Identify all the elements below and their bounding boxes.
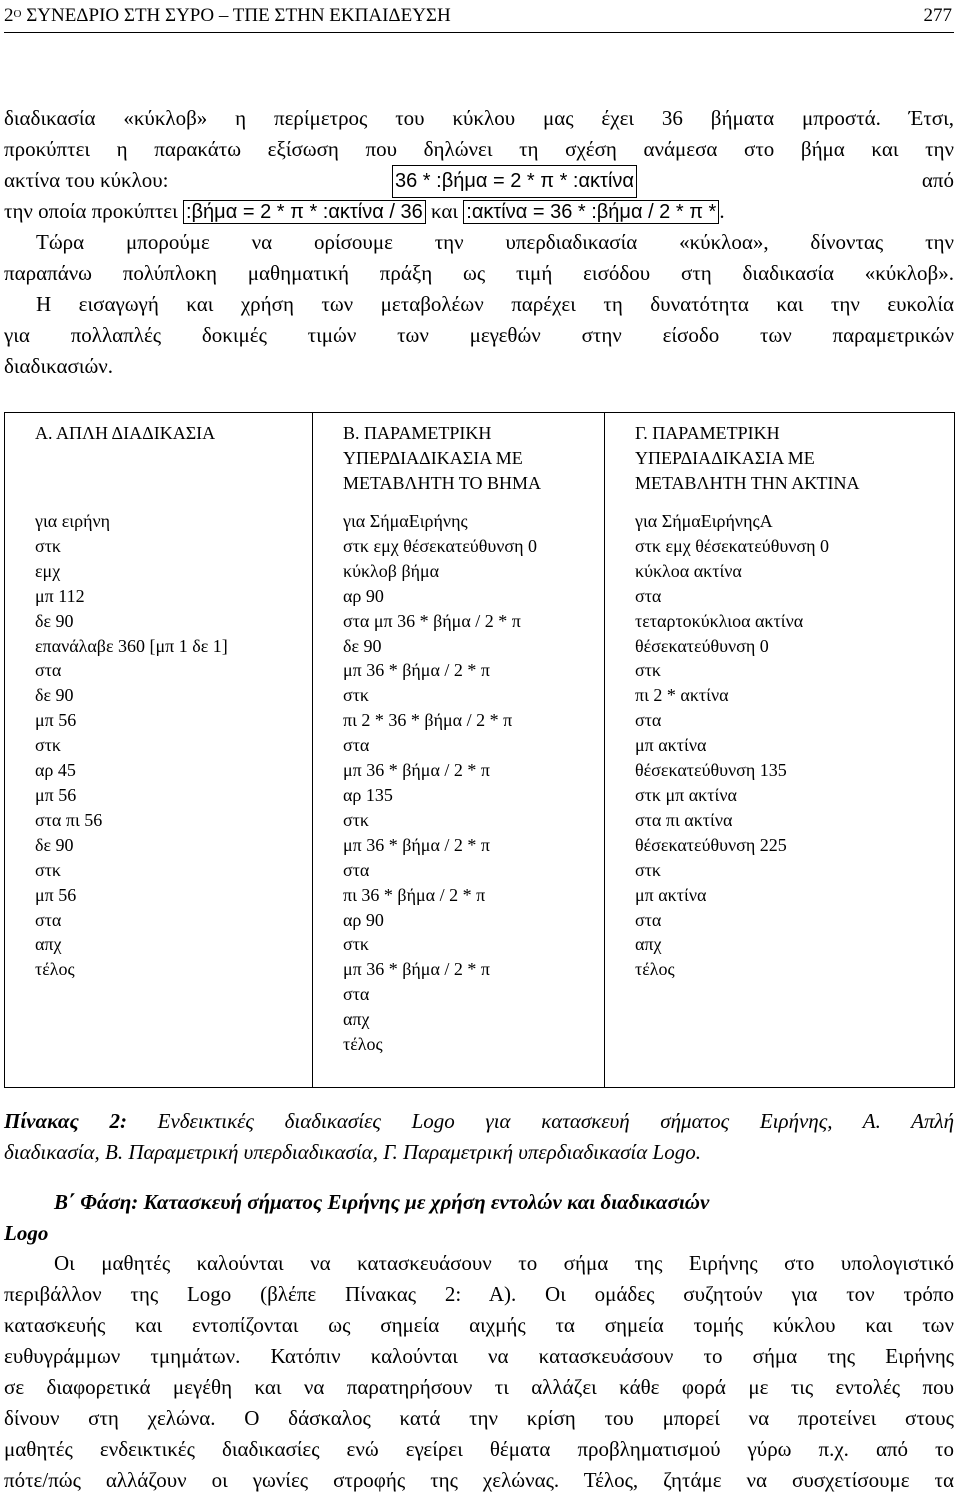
code-line: θέσεκατεύθυνση 225 [635, 834, 787, 855]
paragraph-line: Η εισαγωγή και χρήση των μεταβολέων παρέχει τη δυνατότητα και την ευκολία [36, 292, 954, 316]
code-line: μπ 36 * βήμα / 2 * π [343, 660, 490, 681]
code-line: μπ 56 [35, 784, 77, 805]
paragraph-line: την οποία προκύπτει :βήμα = 2 * π * :ακτίνα / 36 και :ακτίνα = 36 * :βήμα / 2 * π * . [4, 199, 725, 223]
heading-line: Α. ΑΠΛΗ ΔΙΑΔΙΚΑΣΙΑ [35, 423, 216, 443]
code-line: αρ 90 [343, 909, 384, 930]
code-line: κύκλοα ακτίνα [635, 560, 742, 581]
code-line: στα [635, 909, 662, 930]
paragraph-line: κατασκευής και εντοπίζονται ως σημεία αιχμής τα σημεία τομής κύκλου και των [4, 1313, 954, 1337]
paragraph-line: δίνουν στη χελώνα. Ο δάσκαλος κατά την κρίση του μπορεί να προτείνει στους [4, 1406, 954, 1430]
heading-line: ΥΠΕΡΔΙΑΔΙΚΑΣΙΑ ΜΕ [343, 448, 523, 468]
code-line: στα [343, 735, 370, 756]
code-line: δε 90 [35, 834, 74, 855]
code-line: για ειρήνη [35, 511, 111, 531]
code-line: στκ [343, 934, 370, 955]
code-line: για ΣήμαΕιρήνης [343, 511, 468, 531]
code-line: στκ [343, 809, 370, 830]
heading-line: ΜΕΤΑΒΛΗΤΗ ΤΟ ΒΗΜΑ [343, 473, 541, 493]
code-line: αρ 90 [343, 585, 384, 606]
conference-title: $2^O$ ΣΥΝΕΔΡΙΟ ΣΤΗ ΣΥΡΟ – ΤΠΕ ΣΤΗΝ ΕΚΠΑΙΔΕΥΣΗ [4, 5, 451, 26]
code-line: στκ μπ ακτίνα [635, 784, 737, 805]
code-line: στα πι 56 [35, 809, 103, 830]
paragraph-line: παραπάνω πολύπλοκη μαθηματική πράξη ως τιμή εισόδου στη διαδικασία «κύκλοβ». [4, 261, 954, 285]
paragraph-line: ακτίνα του κύκλου: 36 * :βήμα = 2 * π * :ακτίνα από [4, 165, 954, 196]
code-line: αρ 45 [35, 760, 76, 781]
code-line: κύκλοβ βήμα [343, 560, 440, 581]
code-line: μπ 36 * βήμα / 2 * π [343, 834, 490, 855]
code-line: μπ 56 [35, 884, 77, 905]
column-heading [343, 421, 598, 509]
code-line: δε 90 [35, 685, 74, 706]
code-line: στκ [635, 859, 662, 880]
code-line: θέσεκατεύθυνση 135 [635, 760, 787, 781]
paragraph-line: διαδικασιών. [4, 354, 114, 378]
heading-line: Γ. ΠΑΡΑΜΕΤΡΙΚΗ [635, 423, 780, 443]
code-line: στκ [343, 685, 370, 706]
code-line: τέλος [35, 959, 75, 980]
code-line: τεταρτοκύκλιοα ακτίνα [635, 610, 804, 631]
heading-line: ΜΕΤΑΒΛΗΤΗ ΤΗΝ ΑΚΤΙΝΑ [635, 473, 860, 493]
paragraph-line: πότε/πώς αλλάζουν οι γωνίες στροφής της χελώνας. Τέλος, ζητάμε να συσχετίσουμε τα [4, 1468, 954, 1492]
code-line: τέλος [343, 1034, 383, 1055]
running-header [4, 4, 954, 33]
code-line: δε 90 [35, 610, 74, 631]
code-line: μπ ακτίνα [635, 884, 707, 905]
equation-box: :ακτίνα = 36 * :βήμα / 2 * π * [463, 200, 719, 224]
code-line: στκ [35, 859, 62, 880]
paragraph-line: για πολλαπλές δοκιμές τιμών των μεγεθών στην είσοδο των παραμετρικών [4, 323, 954, 347]
code-line: απχ [35, 934, 62, 955]
equation-box: 36 * :βήμα = 2 * π * :ακτίνα [392, 165, 637, 198]
code-line: στα μπ 36 * βήμα / 2 * π [343, 610, 521, 631]
heading-line: ΥΠΕΡΔΙΑΔΙΚΑΣΙΑ ΜΕ [635, 448, 815, 468]
code-line: στα [343, 859, 370, 880]
code-line: πι 2 * ακτίνα [635, 685, 729, 706]
section-heading: Β΄ Φάση: Κατασκευή σήματος Ειρήνης με χρήση εντολών και διαδικασιών Logo [4, 1190, 710, 1245]
code-line: στκ [635, 660, 662, 681]
column-heading [35, 421, 306, 509]
code-line: εμχ [35, 560, 61, 581]
code-line: μπ 36 * βήμα / 2 * π [343, 959, 490, 980]
code-line: απχ [343, 1009, 370, 1030]
paragraph-line: σε διαφορετικά μεγέθη και να παρατηρήσουν τι αλλάζει κάθε φορά με τις εντολές που [4, 1375, 954, 1399]
code-block [343, 509, 598, 1057]
paragraph-line: μαθητές ενδεικτικές διαδικασίες ενώ εγείρει θέματα προβληματισμού γύρω π.χ. από το [4, 1437, 954, 1461]
code-line: στα [35, 660, 62, 681]
code-line: στα [35, 909, 62, 930]
code-line: στκ εμχ θέσεκατεύθυνση 0 [343, 535, 537, 556]
code-line: στα [635, 710, 662, 731]
column-step-parameter [313, 413, 605, 1088]
page-number: 277 [923, 5, 952, 26]
code-line: μπ 112 [35, 585, 85, 606]
code-line: απχ [635, 934, 662, 955]
code-line: πι 36 * βήμα / 2 * π [343, 884, 486, 905]
code-line: δε 90 [343, 635, 382, 656]
code-line: στκ [35, 535, 62, 556]
code-line: στκ [35, 735, 62, 756]
code-line: θέσεκατεύθυνση 0 [635, 635, 769, 656]
column-heading [635, 421, 948, 509]
code-line: στα [635, 585, 662, 606]
code-line: στκ εμχ θέσεκατεύθυνση 0 [635, 535, 829, 556]
logo-procedures-table [4, 412, 955, 1088]
code-line: μπ 36 * βήμα / 2 * π [343, 760, 490, 781]
code-line: για ΣήμαΕιρήνηςΑ [635, 511, 773, 531]
paragraph-line: περιβάλλον της Logo (βλέπε Πίνακας 2: Α). Οι ομάδες συζητούν για τον τρόπο [4, 1282, 954, 1306]
column-radius-parameter [605, 413, 955, 1088]
code-line: στα [343, 984, 370, 1005]
code-block [635, 509, 948, 982]
paragraph-line: Τώρα μπορούμε να ορίσουμε την υπερδιαδικασία «κύκλοα», δίνοντας την [36, 230, 954, 254]
paragraph-line: προκύπτει η παρακάτω εξίσωση που δηλώνει τη σχέση ανάμεσα στο βήμα και την [4, 137, 954, 161]
paragraph-line: ευθυγράμμων τμημάτων. Κατόπιν καλούνται να κατασκευάσουν το σήμα της Ειρήνης [4, 1344, 954, 1368]
code-line: μπ ακτίνα [635, 735, 707, 756]
column-simple-procedure [5, 413, 313, 1088]
paragraph-line: διαδικασία «κύκλοβ» η περίμετρος του κύκλου μας έχει 36 βήματα μπροστά. Έτσι, [4, 106, 954, 130]
code-line: στα πι ακτίνα [635, 809, 733, 830]
caption-label: Πίνακας 2: [4, 1109, 127, 1133]
code-line: επανάλαβε 360 [μπ 1 δε 1] [35, 635, 228, 656]
code-line: πι 2 * 36 * βήμα / 2 * π [343, 710, 513, 731]
equation-box: :βήμα = 2 * π * :ακτίνα / 36 [183, 200, 426, 224]
paragraph-line: Οι μαθητές καλούνται να κατασκευάσουν το σήμα της Ειρήνης στο υπολογιστικό [54, 1251, 954, 1275]
code-line: μπ 56 [35, 710, 77, 731]
code-block [35, 509, 306, 982]
code-line: τέλος [635, 959, 675, 980]
table-caption: Πίνακας 2: Ενδεικτικές διαδικασίες Logo για κατασκευή σήματος Ειρήνης, Α. Απλή διαδικασία, Β. Παραμετρική υπερδιαδικασία, Γ. Παραμετρική υπερδιαδικασία Logo. [4, 1109, 954, 1164]
heading-line: Β. ΠΑΡΑΜΕΤΡΙΚΗ [343, 423, 492, 443]
code-line: αρ 135 [343, 784, 393, 805]
